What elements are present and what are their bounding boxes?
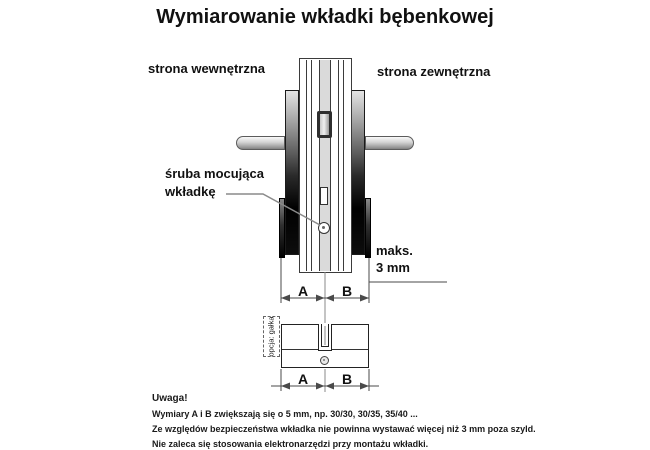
dimension-b-label-top: B: [341, 283, 353, 299]
escutcheon-outer: [351, 90, 365, 255]
lower-dimension-lines: [271, 369, 379, 391]
cylinder-cam-slot-inner: [320, 114, 329, 135]
note-block: [152, 393, 552, 450]
label-mounting-screw: [165, 165, 264, 201]
screw-channel-slot: [320, 187, 328, 205]
cylinder-fixing-screw-hole: [320, 356, 329, 365]
escutcheon-inner: [285, 90, 299, 255]
label-max-protrusion: [376, 242, 413, 276]
screw-center-dot: [322, 226, 325, 229]
door-layer-line: [343, 60, 344, 271]
door-layer-line: [306, 60, 307, 271]
door-layer-line: [311, 60, 312, 271]
page-title: Wymiarowanie wkładki bębenkowej: [156, 6, 494, 28]
knob-option-box: [263, 316, 280, 357]
dimension-b-label-bottom: B: [341, 371, 353, 387]
note-line-1: Wymiary A i B zwiększają się o 5 mm, np. 30/30, 30/35, 35/40 ...: [152, 409, 418, 419]
cam-notch-inner: [321, 324, 329, 347]
knob-option-label: opcja: gałka: [267, 316, 276, 357]
handle-outer: [365, 136, 414, 150]
dimension-a-label-bottom: A: [297, 371, 309, 387]
cylinder-end-outer: [365, 198, 371, 258]
label-inner-side: strona wewnętrzna: [148, 61, 266, 76]
label-mounting-screw-line1: śruba mocująca: [165, 166, 264, 181]
screw-hole-dot: [323, 359, 325, 361]
note-line-2: Ze względów bezpieczeństwa wkładka nie powinna wystawać więcej niż 3 mm poza szyld.: [152, 424, 536, 434]
cylinder-through-door: [319, 60, 331, 271]
note-line-3: Nie zaleca się stosowania elektronarzędzi przy montażu wkładki.: [152, 439, 429, 449]
label-max-line1: maks.: [376, 243, 413, 258]
handle-inner: [236, 136, 285, 150]
note-heading: Uwaga!: [152, 393, 188, 404]
mounting-screw: [318, 222, 330, 234]
label-outer-side: strona zewnętrzna: [377, 64, 491, 79]
dimension-a-label-top: A: [297, 283, 309, 299]
label-max-line2: 3 mm: [376, 260, 410, 275]
label-mounting-screw-line2: wkładkę: [165, 184, 216, 199]
door-layer-line: [338, 60, 339, 271]
